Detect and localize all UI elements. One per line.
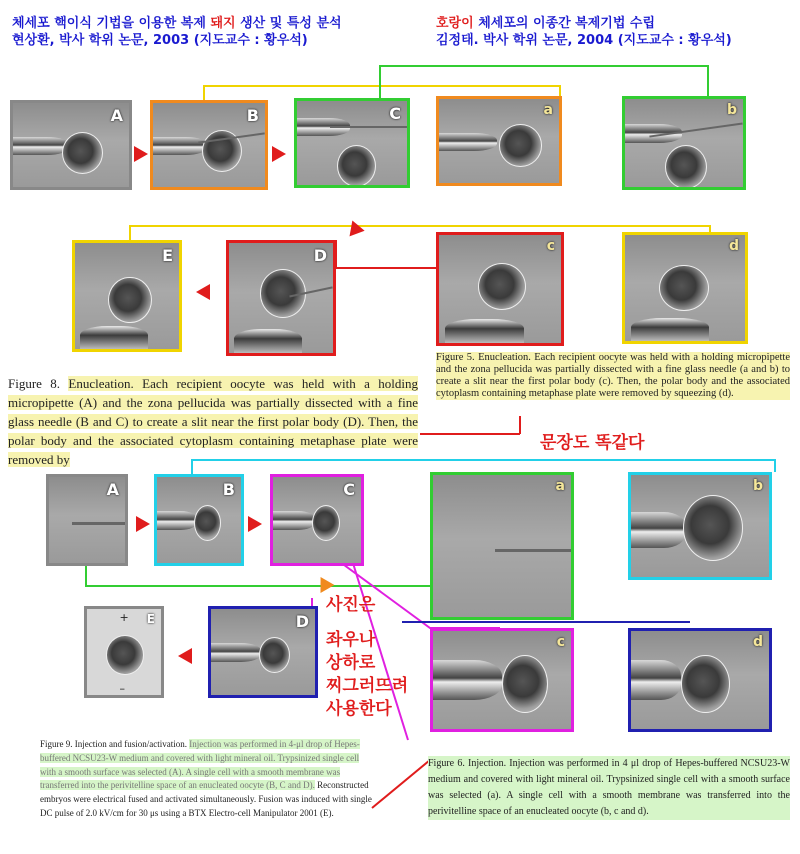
photo-bottom-c: c [430,628,574,732]
figure6-label: Figure 6. Injection. [428,758,510,769]
header-highlight-tiger: 호랑이 [436,16,474,31]
arrow-left-icon [196,284,210,300]
figure5-text: Enucleation. Each recipient oocyte was held with a holding micropipette and the zona pellucida was partially dissected with a fine glass needle (a and b) to create a slit near the first polar body (c). Then, the polar body and the associated cytoplasm containing metaphase plate were removed by squeezing (d). [436,352,791,399]
header-highlight-pig: 돼지 [210,16,236,31]
arrow-right-icon [272,146,286,162]
header-right-line1: 호랑이 체세포의 이종간 복제기법 수립 [436,16,656,31]
figure8-caption [8,374,418,469]
photo-top-E: E [72,240,182,352]
photo-top-b: b [622,96,746,190]
arrow-right-icon [136,516,150,532]
figure6-caption [428,756,790,820]
photo-top-A: A [10,100,132,190]
photo-bottom-b: b [628,472,772,580]
photo-bottom-D: D [208,606,318,698]
arrow-right-icon [134,146,148,162]
annotation-photos: 사진은 좌우나 상하로 찌그러뜨려 사용한다 [326,595,409,719]
photo-top-c: c [436,232,564,346]
photo-top-B: B [150,100,268,190]
figure8-text: Enucleation. Each recipient oocyte was held with a holding micropipette (A) and the zona pellucida was partially dissected with a fine glass needle (B and C) to create a slit near the first polar body (D). Then, the polar body and the associated cytoplasm containing metaphase plate were removed by [8,376,418,467]
photo-bottom-E: E + – [84,606,164,698]
figure9-highlighted: Injection was performed in 4-μl drop of Hepes-buffered NCSU23-W medium and covered with light mineral oil. Trypsinized single cell with a smooth surface was selected (A). A single cell with a smooth membrane was transferred into the perivitelline space of an enucleated oocyte (B, C and D). [40,739,360,791]
photo-top-d: d [622,232,748,344]
arrow-right-icon [248,516,262,532]
electrode-minus: – [119,682,126,695]
photo-top-a: a [436,96,562,186]
annotation-same-sentences: 문장도 똑같다 [540,433,645,453]
arrow-left-icon [178,648,192,664]
photo-bottom-B: B [154,474,244,566]
figure8-label: Figure 8. [8,376,69,391]
photo-bottom-A: A [46,474,128,566]
header-left-line2: 현상환, 박사 학위 논문, 2003 (지도교수 : 황우석) [12,33,308,48]
photo-top-C: C [294,98,410,188]
figure9-label: Figure 9. Injection and fusion/activation. [40,739,190,749]
photo-bottom-C: C [270,474,364,566]
photo-top-D: D [226,240,336,356]
photo-bottom-a: a [430,472,574,620]
figure9-caption [40,738,372,821]
figure5-caption [436,352,790,400]
header-left-line1: 체세포 핵이식 기법을 이용한 복제 돼지 생산 및 특성 분석 [12,16,342,31]
photo-bottom-d: d [628,628,772,732]
figure6-text: Injection was performed in 4 μl drop of Hepes-buffered NCSU23-W medium and covered with light mineral oil. Trypsinized single cell with a smooth surface was selected (a). A single cell with a smooth membrane was transferred into the perivitelline space of an enucleated oocyte (b, c and d). [428,758,790,817]
figure9-rest: Reconstructed embryos were electrical fused and activated simultaneously. Fusion was induced with single DC pulse of 2.0 kV/cm for 30 μs using a BTX Electro-cell Manipulator 2001 (E). [40,780,372,818]
electrode-plus: + [119,611,129,624]
header-right-line2: 김정태. 박사 학위 논문, 2004 (지도교수 : 황우석) [436,33,732,48]
figure5-label: Figure 5. [436,352,479,363]
